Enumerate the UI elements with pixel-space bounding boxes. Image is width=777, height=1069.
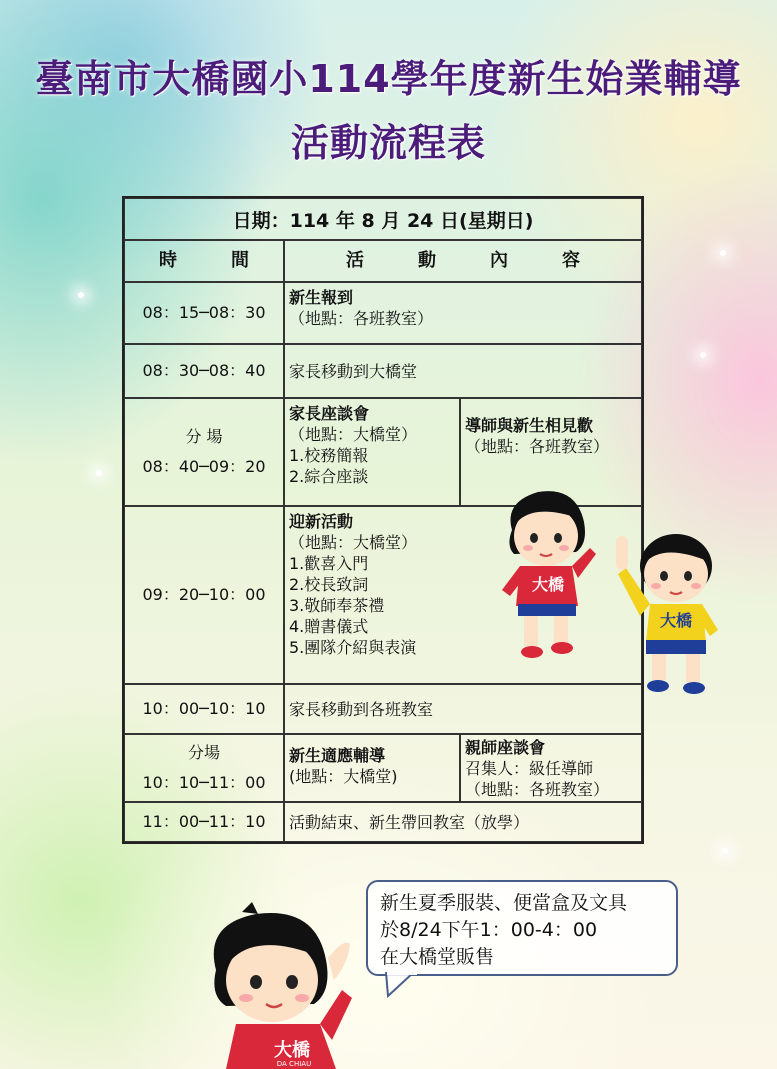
mascot-boy-illustration xyxy=(606,518,726,700)
activity-title: 新生報到 xyxy=(289,288,354,307)
row-content xyxy=(284,684,642,734)
row-time xyxy=(124,398,284,506)
row-time xyxy=(124,344,284,398)
shirt-subtext: DA CHIAU xyxy=(276,1060,312,1068)
activity-line: （地點：各班教室） xyxy=(289,309,434,328)
activity-line: （地點：各班教室） xyxy=(465,437,610,456)
time-label: 分 場 xyxy=(185,427,223,446)
time-label: 分場 xyxy=(187,743,220,762)
activity-line: 活動結束、新生帶回教室（放學） xyxy=(289,812,530,832)
activity-line: （地點：大橋堂） xyxy=(289,533,418,552)
activity-line: 4.贈書儀式 xyxy=(289,617,369,636)
shirt-text: 大橋 xyxy=(274,1040,310,1061)
activity-line: 家長移動到各班教室 xyxy=(289,699,434,719)
activity-line: 1.校務簡報 xyxy=(289,446,369,465)
activity-line: (地點：大橋堂) xyxy=(289,767,398,786)
activity-line: 5.團隊介紹與表演 xyxy=(289,638,417,657)
row-content xyxy=(284,282,642,344)
time-range: 09：20─10：00 xyxy=(142,585,266,604)
sparkle xyxy=(700,352,706,358)
activity-title: 迎新活動 xyxy=(289,512,354,531)
time-range: 10：10─11：00 xyxy=(142,773,266,792)
shirt-text: 大橋 xyxy=(659,611,693,630)
shirt-text: 大橋 xyxy=(531,575,565,594)
row-content-left xyxy=(284,398,460,506)
activity-title: 導師與新生相見歡 xyxy=(465,416,594,435)
time-range: 08：30─08：40 xyxy=(142,361,266,380)
row-time xyxy=(124,506,284,684)
header-content: 活 動 內 容 xyxy=(284,240,642,282)
time-range: 08：40─09：20 xyxy=(142,457,266,476)
notice-line: 新生夏季服裝、便當盒及文具 xyxy=(380,892,628,914)
activity-title: 新生適應輔導 xyxy=(289,746,386,765)
notice-line: 於8/24下午1：00-4：00 xyxy=(380,919,598,941)
activity-line: （地點：大橋堂） xyxy=(289,425,418,444)
row-time xyxy=(124,282,284,344)
time-range: 08：15─08：30 xyxy=(142,303,266,322)
activity-line: 3.敬師奉茶禮 xyxy=(289,596,385,615)
sparkle xyxy=(722,848,728,854)
activity-line: 1.歡喜入門 xyxy=(289,554,369,573)
row-content xyxy=(284,802,642,842)
activity-title: 親師座談會 xyxy=(465,738,546,757)
row-time xyxy=(124,734,284,802)
page-subtitle: 活動流程表 xyxy=(290,121,486,165)
page-title: 臺南市大橋國小114學年度新生始業輔導 xyxy=(35,57,742,101)
bubble-tail xyxy=(384,972,424,998)
activity-line: （地點：各班教室） xyxy=(465,780,610,799)
row-content xyxy=(284,344,642,398)
sparkle xyxy=(96,470,102,476)
date-row: 日期：114 年 8 月 24 日(星期日) xyxy=(124,198,642,240)
row-time xyxy=(124,802,284,842)
header-time: 時 間 xyxy=(124,240,284,282)
time-range: 10：00─10：10 xyxy=(142,699,266,718)
activity-title: 家長座談會 xyxy=(289,404,370,423)
notice-line: 在大橋堂販售 xyxy=(380,946,495,968)
mascot-girl-bottom-illustration xyxy=(196,900,366,1069)
sparkle xyxy=(78,292,84,298)
activity-line: 家長移動到大橋堂 xyxy=(289,361,418,381)
row-content-left xyxy=(284,734,460,802)
sparkle xyxy=(720,250,726,256)
mascot-girl-illustration xyxy=(490,482,600,664)
activity-line: 召集人：級任導師 xyxy=(465,759,594,778)
notice-bubble xyxy=(366,880,678,976)
time-range: 11：00─11：10 xyxy=(142,812,266,831)
row-time xyxy=(124,684,284,734)
activity-line: 2.綜合座談 xyxy=(289,467,369,486)
activity-line: 2.校長致詞 xyxy=(289,575,369,594)
row-content-right xyxy=(460,734,642,802)
